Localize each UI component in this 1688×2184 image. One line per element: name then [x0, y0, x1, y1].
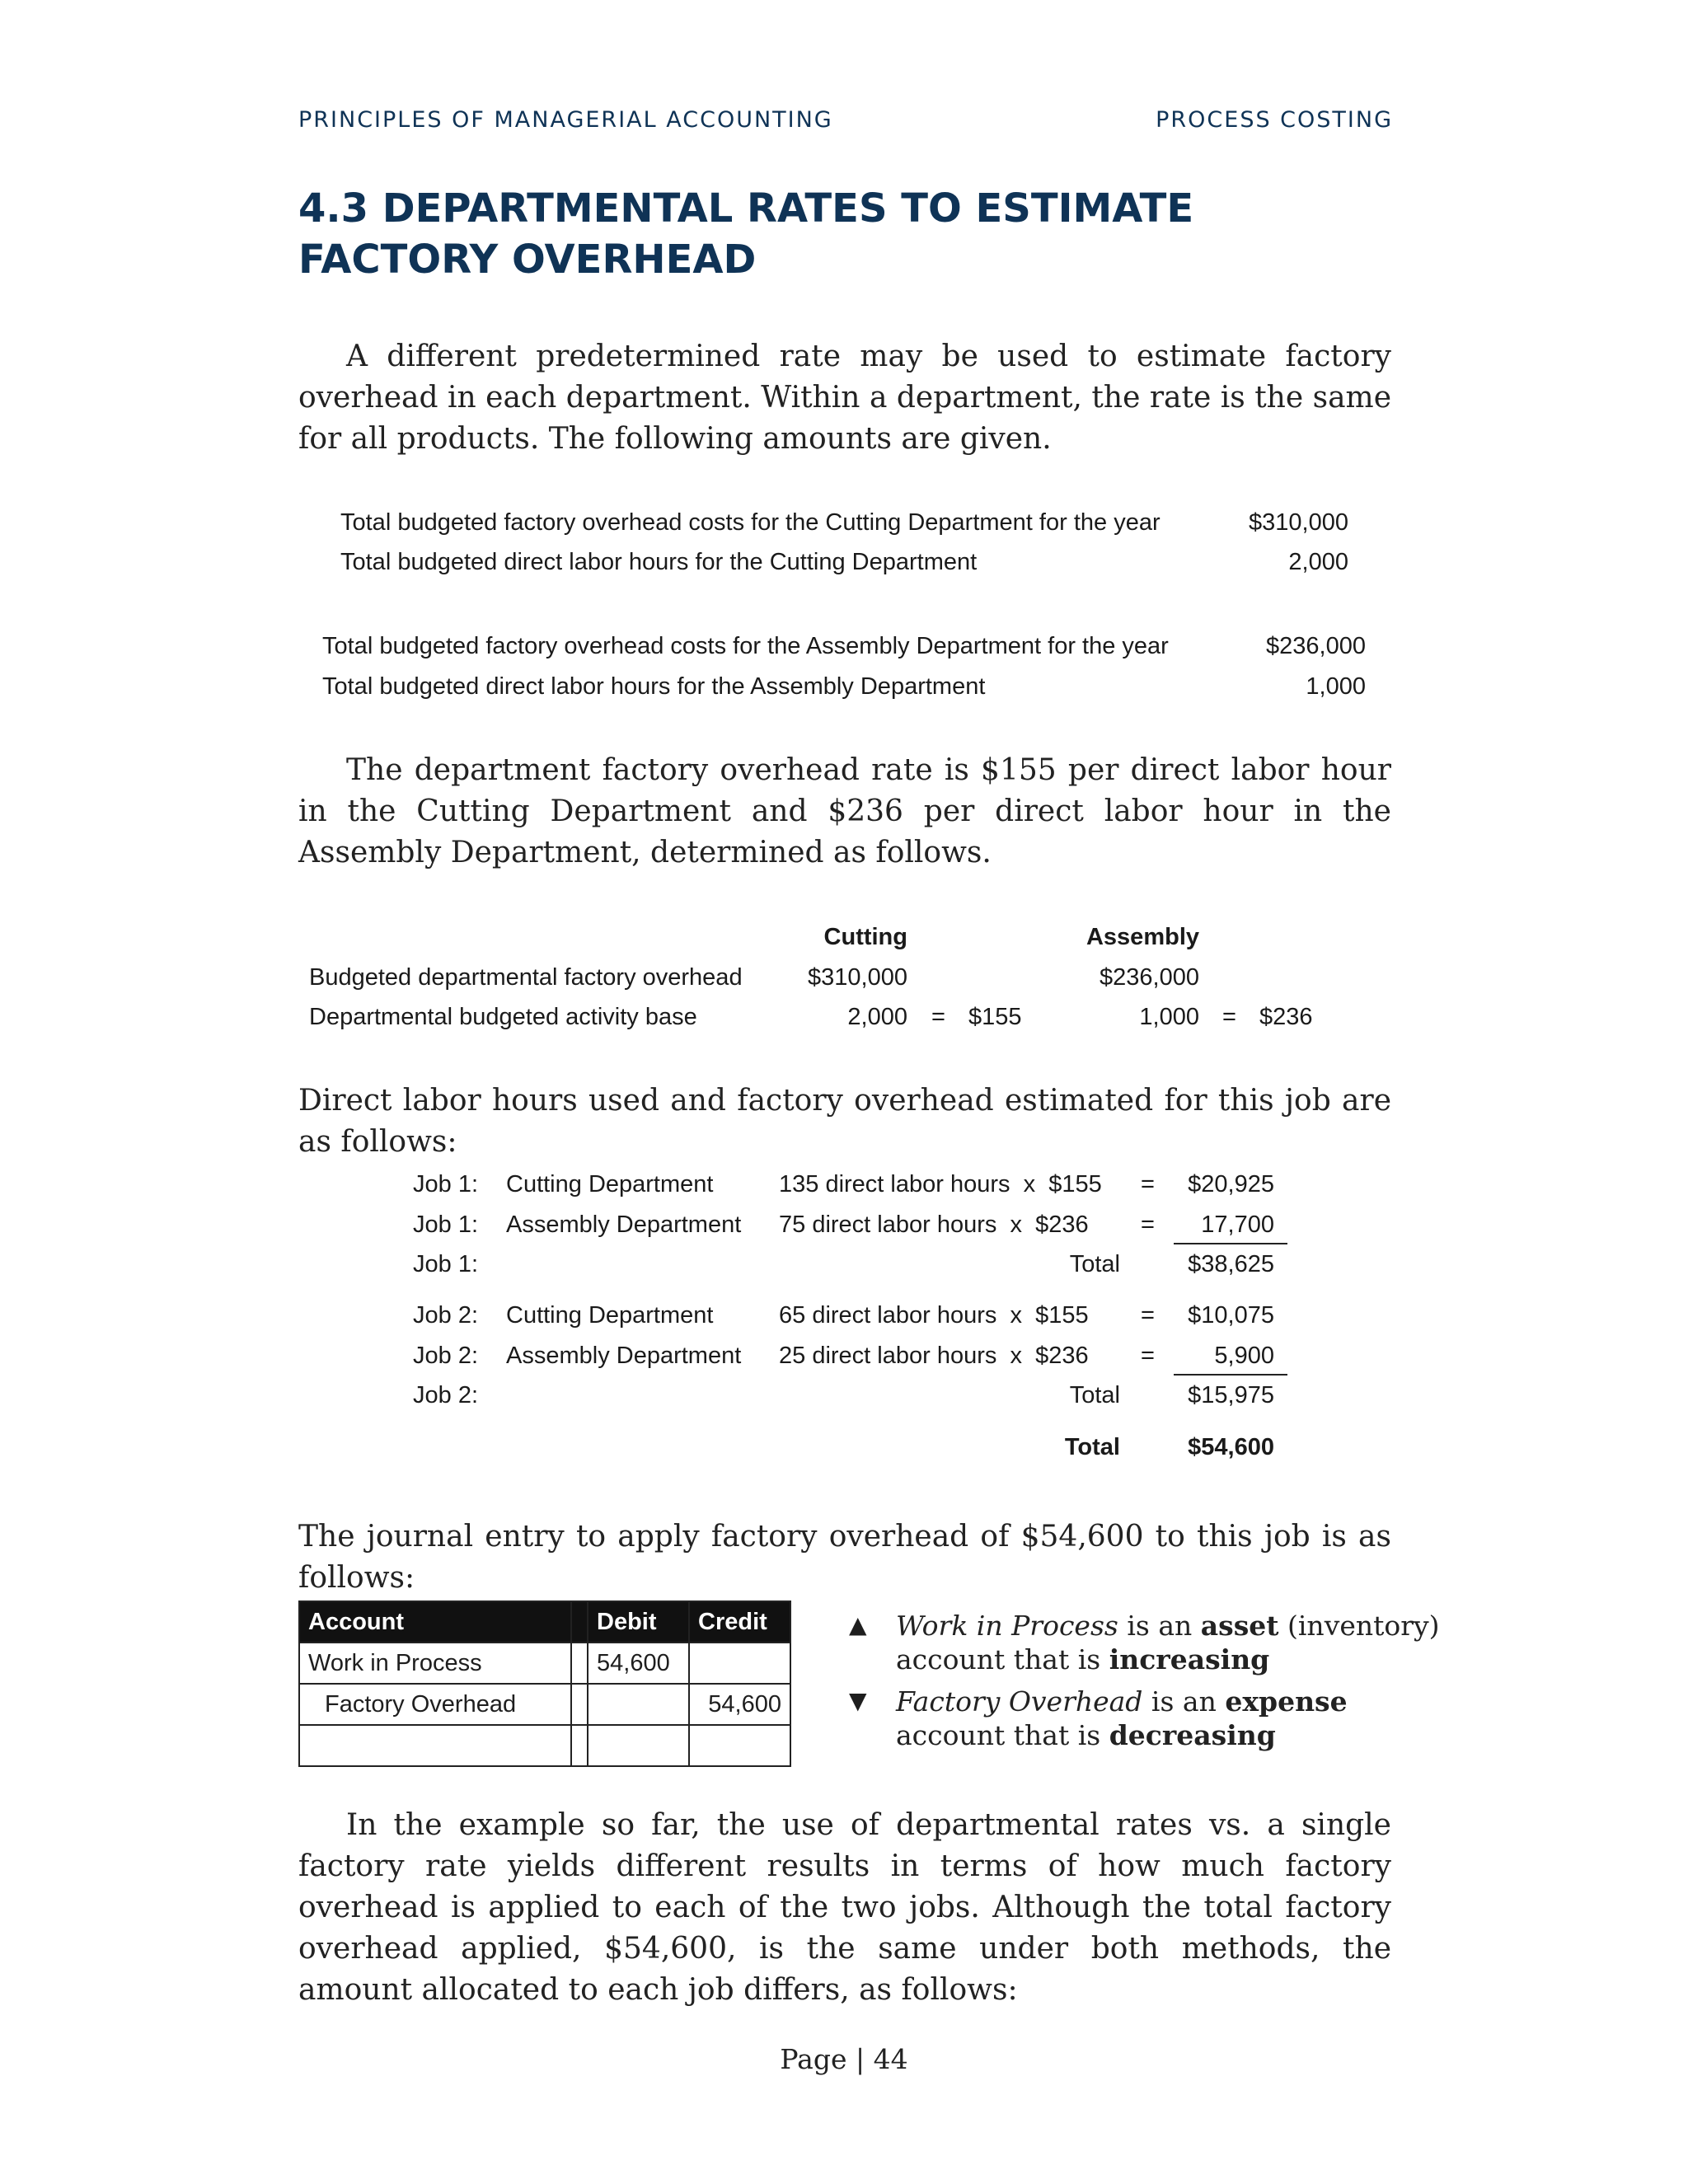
- job2-total-label: Job 2:: [413, 1382, 478, 1408]
- note-work-in-process: [896, 1609, 1440, 1676]
- rate-paragraph-text: The department factory overhead rate is $155 per direct labor hour in the Cutting Department and $236 per direct labor hour in the Assembly Department, determined as follows.: [298, 753, 1391, 869]
- rate-row1-cutting: $310,000: [808, 964, 907, 991]
- given-cutting-hours-value: 2,000: [1288, 549, 1348, 575]
- job2-row1-dept: Cutting Department: [506, 1302, 714, 1329]
- job1-row2-equals: =: [1141, 1212, 1155, 1238]
- given-assembly-hours-value: 1,000: [1306, 673, 1366, 700]
- journal-header-spacer: [571, 1601, 588, 1643]
- note1-extra: (inventory): [1278, 1610, 1440, 1642]
- job1-row1-label: Job 1:: [413, 1171, 478, 1197]
- rate-col-cutting: Cutting: [823, 924, 907, 950]
- job1-row1-calc: 135 direct labor hours x $155: [779, 1171, 1102, 1197]
- job2-row2-calc: 25 direct labor hours x $236: [779, 1343, 1089, 1369]
- journal-row1-credit: [689, 1643, 790, 1684]
- grand-total-label: Total: [1064, 1434, 1120, 1460]
- job1-row2-calc: 75 direct labor hours x $236: [779, 1212, 1089, 1238]
- job1-row1-equals: =: [1141, 1171, 1155, 1197]
- note1-account: Work in Process: [896, 1610, 1118, 1642]
- grand-total-amount: $54,600: [1188, 1434, 1274, 1460]
- given-assembly-hours-label: Total budgeted direct labor hours for the Assembly Department: [322, 673, 986, 700]
- journal-row2-account: Factory Overhead: [299, 1684, 571, 1725]
- note1-type: asset: [1200, 1610, 1279, 1642]
- section-title-line2: FACTORY OVERHEAD: [298, 237, 757, 283]
- rate-col-assembly: Assembly: [1085, 924, 1199, 950]
- job1-row1-dept: Cutting Department: [506, 1171, 714, 1197]
- given-assembly-overhead-value: $236,000: [1266, 633, 1366, 659]
- journal-header-account: Account: [299, 1601, 571, 1643]
- given-cutting-overhead-value: $310,000: [1249, 509, 1348, 536]
- job1-subtotal-rule: [1174, 1243, 1287, 1244]
- journal-header-credit: Credit: [689, 1601, 790, 1643]
- note2-line2: account that is: [896, 1719, 1109, 1751]
- given-assembly-overhead-label: Total budgeted factory overhead costs for the Assembly Department for the year: [322, 633, 1169, 659]
- job2-subtotal-rule: [1174, 1374, 1287, 1376]
- note2-type: expense: [1225, 1685, 1348, 1718]
- section-title-line1: 4.3 DEPARTMENTAL RATES TO ESTIMATE: [298, 185, 1194, 232]
- job1-row2-label: Job 1:: [413, 1212, 478, 1238]
- note-factory-overhead: [896, 1685, 1348, 1752]
- rate-paragraph: [298, 750, 1391, 874]
- journal-header-row: [299, 1601, 790, 1643]
- rate-assembly-equals: =: [1222, 1004, 1236, 1030]
- note1-line2: account that is: [896, 1643, 1109, 1675]
- job2-total-amount: $15,975: [1188, 1382, 1274, 1408]
- job2-row1-label: Job 2:: [413, 1302, 478, 1329]
- increase-arrow-icon: ▲: [849, 1611, 867, 1638]
- comparison-paragraph: [298, 1805, 1391, 2011]
- job2-row1-equals: =: [1141, 1302, 1155, 1329]
- intro-paragraph-text: A different predetermined rate may be used to estimate factory overhead in each department. Within a department, the rate is the same for all products. The following amounts are given.: [298, 340, 1391, 456]
- job1-row1-amount: $20,925: [1188, 1171, 1274, 1197]
- given-cutting-hours-label: Total budgeted direct labor hours for the Cutting Department: [340, 549, 978, 575]
- journal-row: [299, 1684, 790, 1725]
- journal-row3-debit: [588, 1725, 689, 1766]
- note2-direction: decreasing: [1109, 1719, 1276, 1751]
- job2-row2-dept: Assembly Department: [506, 1343, 742, 1369]
- intro-paragraph: [298, 336, 1391, 460]
- job2-row1-amount: $10,075: [1188, 1302, 1274, 1329]
- comparison-paragraph-text: In the example so far, the use of departmental rates vs. a single factory rate yields different results in terms of how much factory overhead is applied to each of the two jobs. Although the total factory overhead applied, $54,600, is the same under both methods, the amount allocated to each job differs, as follows:: [298, 1808, 1391, 2007]
- running-header-right: PROCESS COSTING: [1156, 107, 1393, 133]
- rate-row2-cutting: 2,000: [847, 1004, 907, 1030]
- job2-row2-amount: 5,900: [1214, 1343, 1274, 1369]
- journal-row3-account: [299, 1725, 571, 1766]
- rate-cutting-result: $155: [968, 1004, 1022, 1030]
- journal-row-empty: [299, 1725, 790, 1766]
- section-title: [298, 183, 1193, 285]
- job1-total-word: Total: [1069, 1251, 1120, 1277]
- job2-row2-equals: =: [1141, 1343, 1155, 1369]
- journal-row1-spacer: [571, 1643, 588, 1684]
- journal-header-debit: Debit: [588, 1601, 689, 1643]
- job1-row2-dept: Assembly Department: [506, 1212, 742, 1238]
- decrease-arrow-icon: ▼: [849, 1687, 867, 1714]
- job2-total-word: Total: [1069, 1382, 1120, 1408]
- rate-row1-label: Budgeted departmental factory overhead: [309, 964, 743, 991]
- journal-entry-table: [298, 1601, 791, 1767]
- note2-account: Factory Overhead: [896, 1685, 1143, 1718]
- journal-row1-account: Work in Process: [299, 1643, 571, 1684]
- jobs-intro-paragraph: Direct labor hours used and factory overhead estimated for this job are as follows:: [298, 1084, 1391, 1159]
- note1-mid: is an: [1118, 1610, 1201, 1642]
- journal-row2-debit: [588, 1684, 689, 1725]
- journal-row: [299, 1643, 790, 1684]
- job2-row2-label: Job 2:: [413, 1343, 478, 1369]
- running-header-left: PRINCIPLES OF MANAGERIAL ACCOUNTING: [298, 107, 833, 133]
- note1-direction: increasing: [1109, 1643, 1270, 1675]
- rate-row2-label: Departmental budgeted activity base: [309, 1004, 697, 1030]
- journal-row3-credit: [689, 1725, 790, 1766]
- note2-mid: is an: [1142, 1685, 1226, 1718]
- job1-total-amount: $38,625: [1188, 1251, 1274, 1277]
- journal-row3-spacer: [571, 1725, 588, 1766]
- job1-row2-amount: 17,700: [1201, 1212, 1274, 1238]
- rate-cutting-equals: =: [931, 1004, 945, 1030]
- page-number: Page | 44: [780, 2043, 908, 2075]
- journal-row2-credit: 54,600: [689, 1684, 790, 1725]
- journal-row2-spacer: [571, 1684, 588, 1725]
- given-cutting-overhead-label: Total budgeted factory overhead costs for the Cutting Department for the year: [340, 509, 1160, 536]
- journal-row1-debit: 54,600: [588, 1643, 689, 1684]
- rate-row2-assembly: 1,000: [1139, 1004, 1199, 1030]
- rate-row1-assembly: $236,000: [1100, 964, 1199, 991]
- job2-row1-calc: 65 direct labor hours x $155: [779, 1302, 1089, 1329]
- rate-assembly-result: $236: [1259, 1004, 1313, 1030]
- journal-intro-paragraph: The journal entry to apply factory overhead of $54,600 to this job is as follows:: [298, 1520, 1391, 1595]
- job1-total-label: Job 1:: [413, 1251, 478, 1277]
